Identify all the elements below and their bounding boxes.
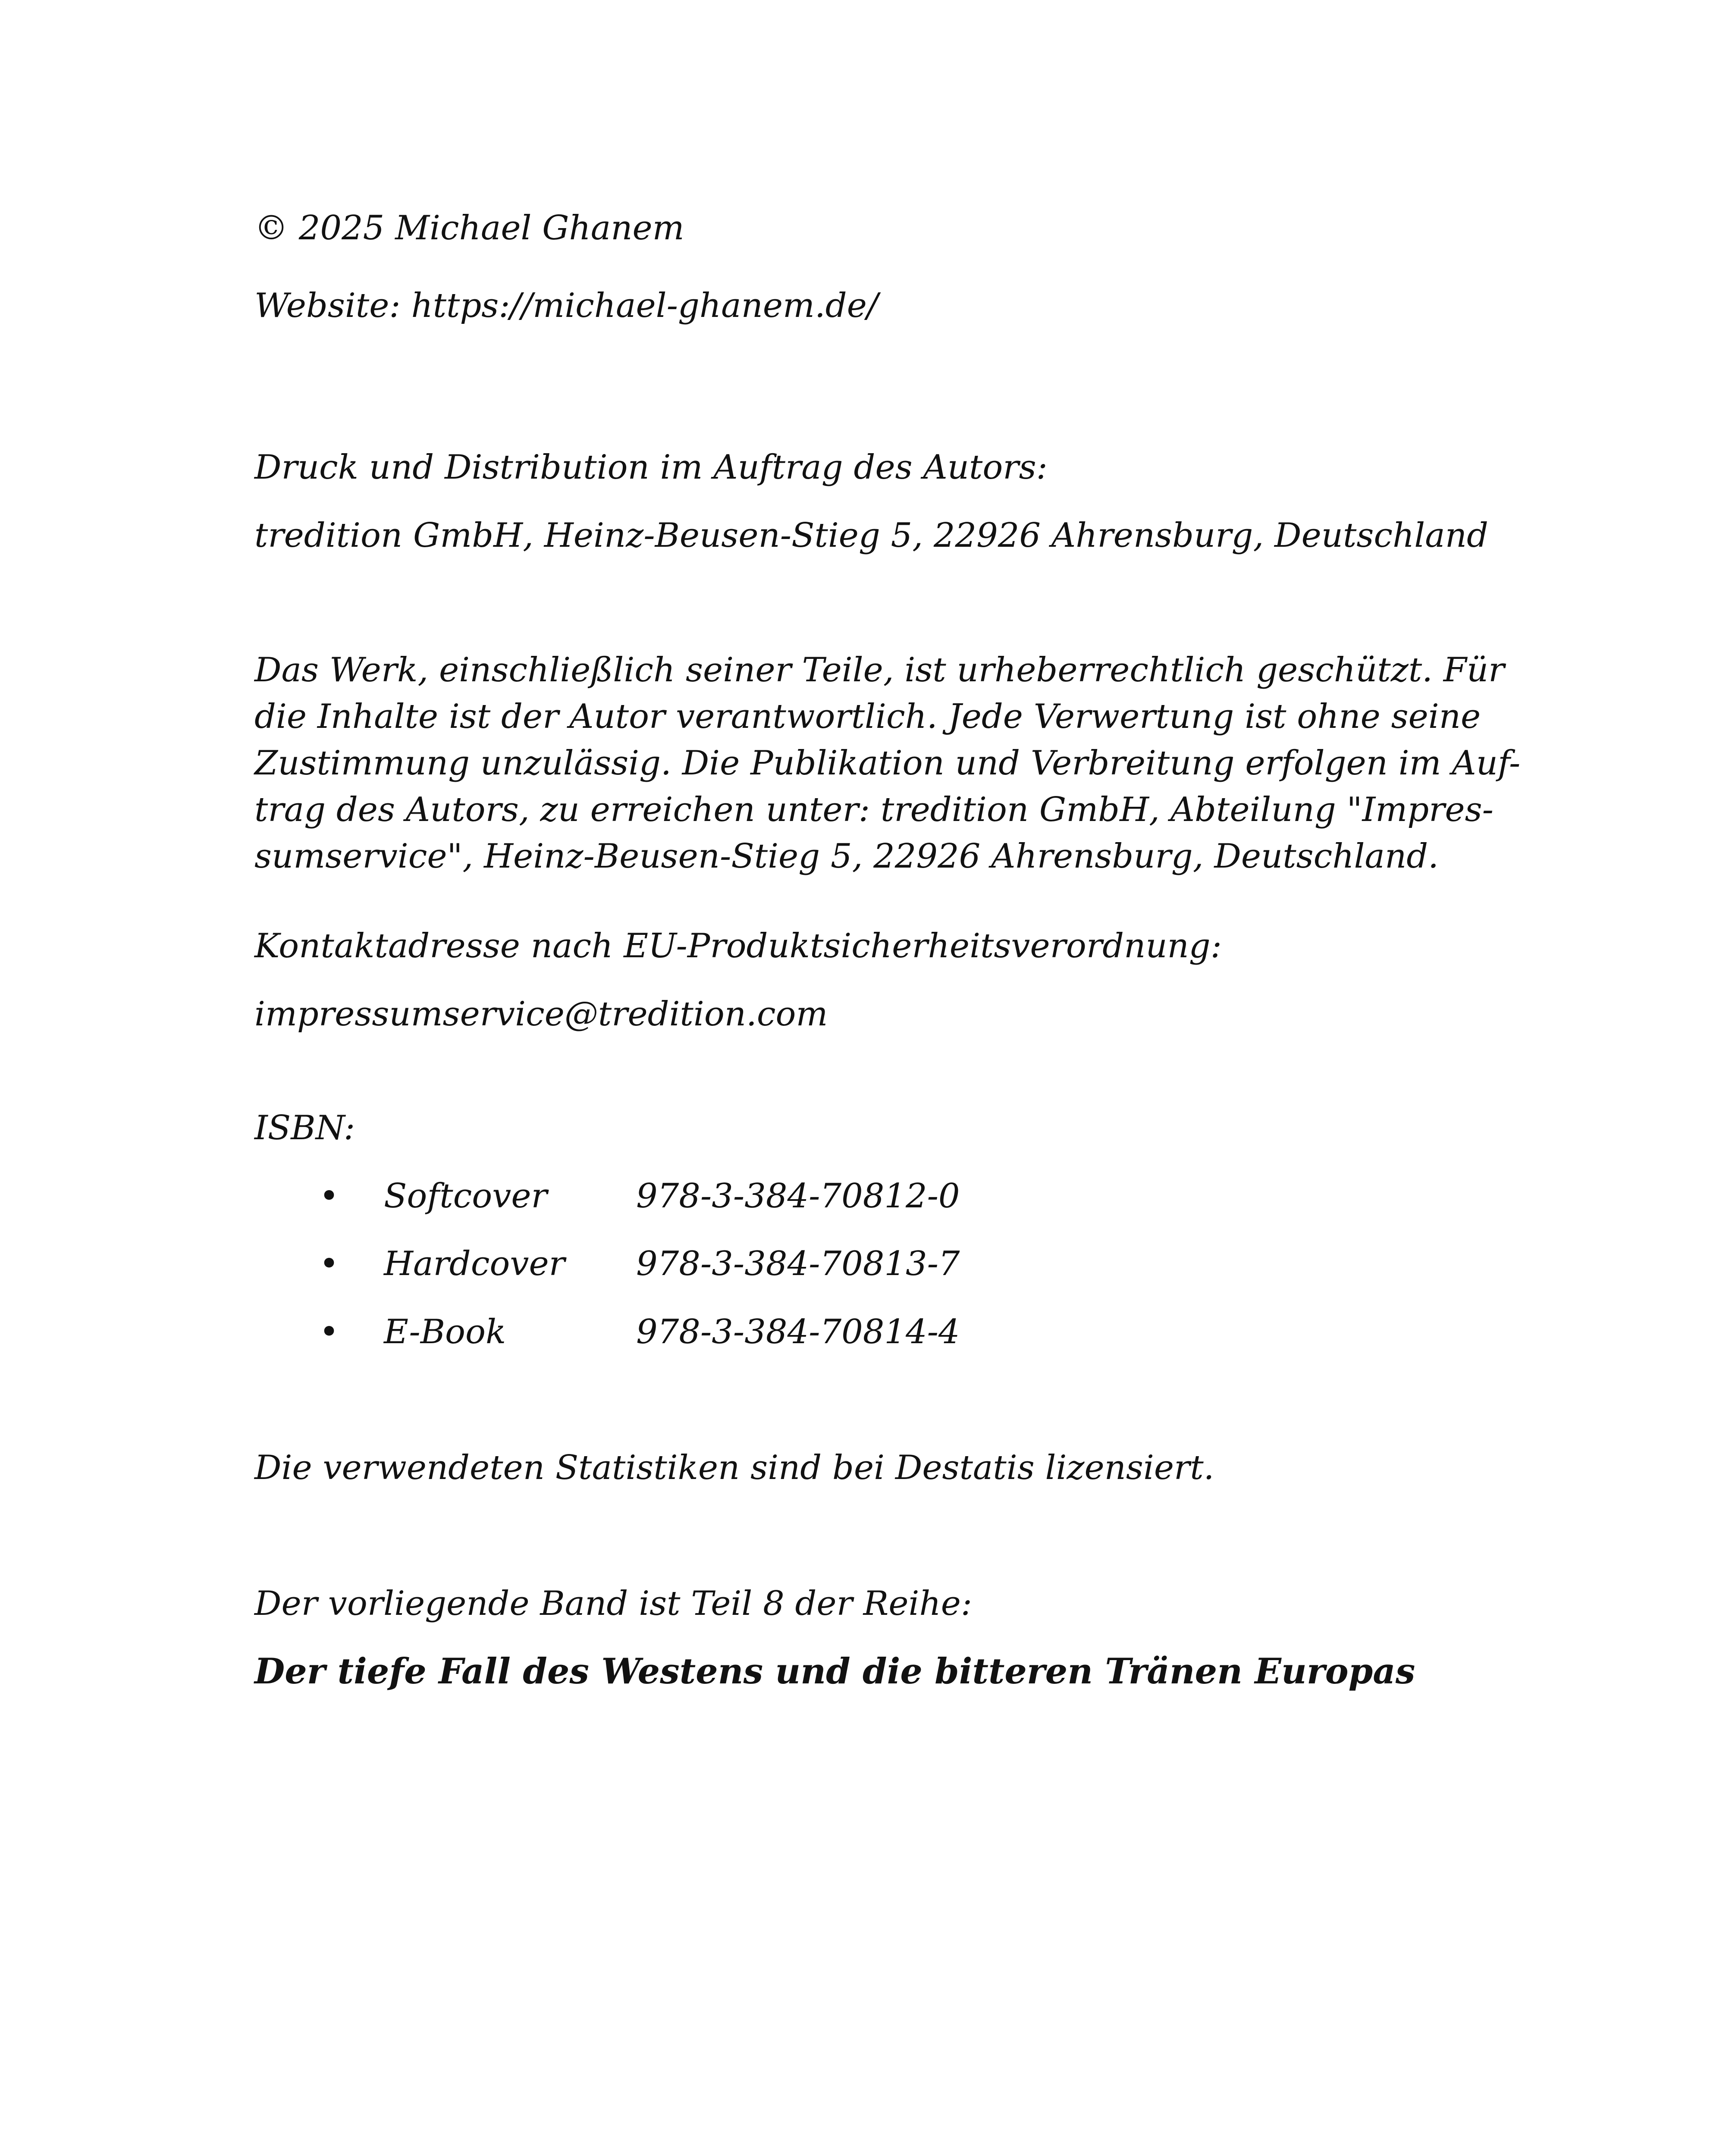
isbn-format: Hardcover	[384, 1244, 565, 1283]
legal-line: die Inhalte ist der Autor verantwortlich. Jede Verwertung ist ohne seine	[254, 697, 1481, 736]
isbn-number: 978-3-384-70814-4	[636, 1313, 960, 1351]
bullet-icon: •	[319, 1177, 339, 1216]
bullet-icon: •	[319, 1244, 339, 1283]
bullet-icon: •	[319, 1313, 339, 1351]
copyright-line: © 2025 Michael Ghanem	[254, 209, 684, 248]
print-heading: Druck und Distribution im Auftrag des Autors:	[254, 448, 1048, 487]
print-address: tredition GmbH, Heinz-Beusen-Stieg 5, 22926 Ahrensburg, Deutschland	[254, 516, 1488, 555]
contact-heading: Kontaktadresse nach EU-Produktsicherheitsverordnung:	[254, 927, 1222, 965]
legal-notice	[254, 647, 1521, 880]
series-intro: Der vorliegende Band ist Teil 8 der Reihe:	[254, 1584, 973, 1623]
isbn-number: 978-3-384-70812-0	[636, 1177, 960, 1216]
statistics-note: Die verwendeten Statistiken sind bei Destatis lizensiert.	[254, 1448, 1214, 1487]
series-title: Der tiefe Fall des Westens und die bitteren Tränen Europas	[254, 1651, 1415, 1692]
isbn-label: ISBN:	[254, 1109, 355, 1147]
legal-line: Das Werk, einschließlich seiner Teile, ist urheberrechtlich geschützt. Für	[254, 651, 1505, 689]
isbn-format: Softcover	[384, 1177, 547, 1216]
contact-email: impressumservice@tredition.com	[254, 995, 828, 1034]
isbn-format: E-Book	[384, 1313, 506, 1351]
website-line: Website: https://michael-ghanem.de/	[254, 286, 879, 325]
isbn-number: 978-3-384-70813-7	[636, 1244, 960, 1283]
legal-line: Zustimmung unzulässig. Die Publikation und Verbreitung erfolgen im Auf-	[254, 744, 1521, 783]
legal-line: sumservice", Heinz-Beusen-Stieg 5, 22926 Ahrensburg, Deutschland.	[254, 837, 1439, 876]
legal-line: trag des Autors, zu erreichen unter: tredition GmbH, Abteilung "Impres-	[254, 790, 1494, 829]
